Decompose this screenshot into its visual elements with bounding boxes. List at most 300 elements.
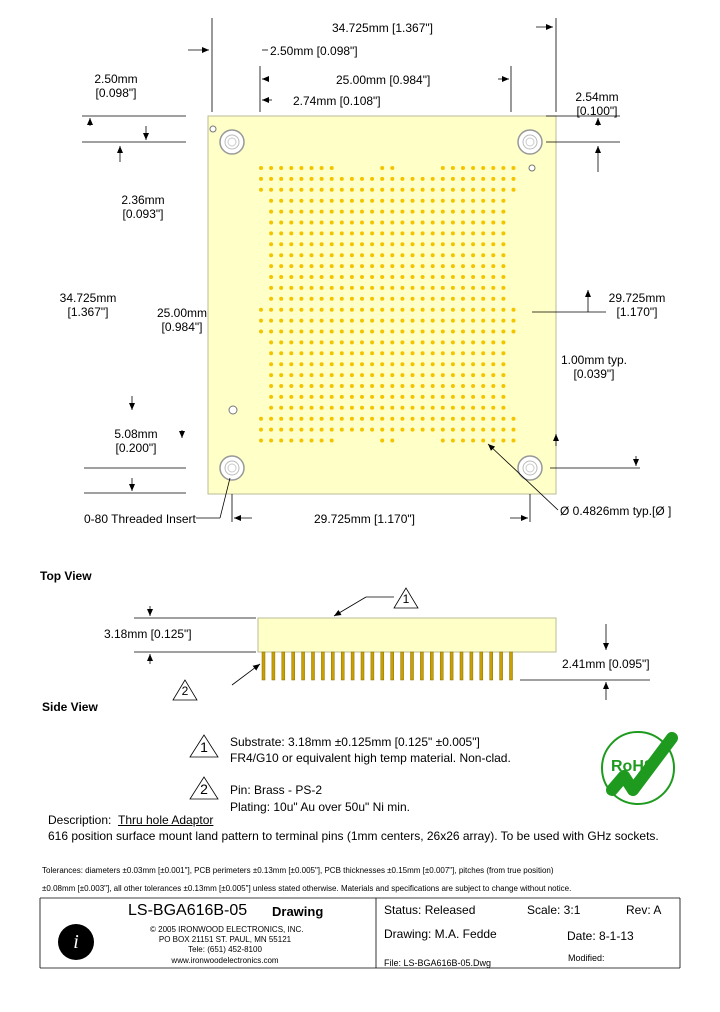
pad (501, 351, 505, 355)
pad (451, 395, 455, 399)
pad (289, 166, 293, 170)
pad (310, 286, 314, 290)
dim-hole-offset-left-in: [0.098"] (95, 86, 137, 100)
pad (501, 177, 505, 181)
pad (491, 188, 495, 192)
pad (330, 188, 334, 192)
pad (330, 319, 334, 323)
pad (512, 319, 516, 323)
pad (289, 319, 293, 323)
pad (481, 308, 485, 312)
pad (421, 210, 425, 214)
pad (360, 242, 364, 246)
pad (289, 177, 293, 181)
pad (269, 166, 273, 170)
pad (279, 330, 283, 334)
pad (441, 428, 445, 432)
dim-substrate-thickness: 3.18mm [0.125"] (104, 627, 192, 641)
pad (299, 439, 303, 443)
pad (481, 362, 485, 366)
pad (431, 264, 435, 268)
revision: Rev: A (626, 903, 662, 917)
pad (461, 264, 465, 268)
pad (421, 319, 425, 323)
pad (269, 286, 273, 290)
pin (341, 652, 344, 680)
pad (461, 286, 465, 290)
pad (400, 264, 404, 268)
pad (269, 428, 273, 432)
pad (269, 308, 273, 312)
pad (481, 210, 485, 214)
pad (471, 286, 475, 290)
pad (411, 428, 415, 432)
pin (321, 652, 324, 680)
pad (481, 417, 485, 421)
pad (411, 308, 415, 312)
pad (481, 395, 485, 399)
pad (380, 417, 384, 421)
pad (279, 417, 283, 421)
pad (491, 199, 495, 203)
insert-label: 0-80 Threaded Insert (84, 512, 196, 526)
pad (269, 395, 273, 399)
pad (441, 417, 445, 421)
dim-pitch-in: [0.039"] (573, 367, 615, 381)
pad (299, 428, 303, 432)
callout-number-2: 2 (200, 781, 208, 797)
pad (400, 417, 404, 421)
pad (299, 275, 303, 279)
pad (441, 308, 445, 312)
pad (411, 373, 415, 377)
rohs-label: RoHS (611, 758, 655, 775)
pad (451, 362, 455, 366)
pad (491, 166, 495, 170)
pad (289, 340, 293, 344)
pad (421, 362, 425, 366)
pad (411, 264, 415, 268)
pad (461, 330, 465, 334)
pad (481, 199, 485, 203)
pad (390, 286, 394, 290)
pad (501, 221, 505, 225)
pad (310, 253, 314, 257)
pad (330, 264, 334, 268)
pad (451, 188, 455, 192)
pad (299, 384, 303, 388)
pad (289, 188, 293, 192)
pad (491, 253, 495, 257)
pad (441, 395, 445, 399)
pad (451, 177, 455, 181)
pad (289, 253, 293, 257)
pad (471, 221, 475, 225)
pad (340, 210, 344, 214)
pad (320, 330, 324, 334)
pad (350, 199, 354, 203)
pin (460, 652, 463, 680)
pad (370, 384, 374, 388)
pad (390, 264, 394, 268)
pad (340, 362, 344, 366)
pad (370, 253, 374, 257)
pad (360, 340, 364, 344)
pad (491, 362, 495, 366)
pad (431, 231, 435, 235)
pad (299, 286, 303, 290)
pad (501, 308, 505, 312)
pad (400, 428, 404, 432)
pad (461, 395, 465, 399)
pad (431, 221, 435, 225)
pad (390, 330, 394, 334)
pad (330, 166, 334, 170)
pad (360, 330, 364, 334)
pad (441, 253, 445, 257)
pad (299, 231, 303, 235)
scale: Scale: 3:1 (527, 903, 581, 917)
pad (411, 275, 415, 279)
pad (310, 264, 314, 268)
pad (471, 297, 475, 301)
pad (380, 221, 384, 225)
pad (299, 242, 303, 246)
pad (471, 177, 475, 181)
dim-overall-height-in: [1.367"] (67, 305, 109, 319)
pad (431, 286, 435, 290)
pin (430, 652, 433, 680)
pad (269, 188, 273, 192)
pad (340, 188, 344, 192)
pad (431, 199, 435, 203)
pad (461, 439, 465, 443)
dim-overall-height-mm: 34.725mm (59, 291, 117, 305)
pad (471, 428, 475, 432)
pad (471, 253, 475, 257)
pad (289, 417, 293, 421)
pad (411, 242, 415, 246)
pad (340, 253, 344, 257)
pad (310, 362, 314, 366)
pad (451, 330, 455, 334)
pad (350, 384, 354, 388)
pad (390, 210, 394, 214)
pad (279, 286, 283, 290)
pad (431, 395, 435, 399)
pad (481, 242, 485, 246)
pad (310, 384, 314, 388)
pad (269, 275, 273, 279)
dim-pattern-offset: 2.74mm [0.108"] (293, 94, 381, 108)
pad (441, 330, 445, 334)
pad (481, 177, 485, 181)
pad (390, 177, 394, 181)
pad (279, 264, 283, 268)
pad (330, 253, 334, 257)
pad (491, 177, 495, 181)
pad (491, 340, 495, 344)
pad (330, 384, 334, 388)
pad (350, 177, 354, 181)
pad (330, 428, 334, 432)
pad (461, 340, 465, 344)
pad (269, 340, 273, 344)
pad (299, 373, 303, 377)
pad (340, 231, 344, 235)
pad (350, 319, 354, 323)
pad (310, 308, 314, 312)
pad (320, 340, 324, 344)
pad (411, 188, 415, 192)
pad (289, 428, 293, 432)
pad (471, 340, 475, 344)
pad (451, 275, 455, 279)
pad (370, 308, 374, 312)
pad (481, 286, 485, 290)
pad (512, 166, 516, 170)
pad (320, 286, 324, 290)
pad (279, 177, 283, 181)
pad (421, 384, 425, 388)
pin (391, 652, 394, 680)
pad (441, 351, 445, 355)
pad (370, 428, 374, 432)
pad (370, 264, 374, 268)
pad (451, 231, 455, 235)
pad (400, 199, 404, 203)
dim-bottom-offset-in: [0.200"] (115, 441, 157, 455)
pad (390, 297, 394, 301)
pad (320, 351, 324, 355)
pad (320, 384, 324, 388)
pad (310, 231, 314, 235)
pad (289, 308, 293, 312)
pad (400, 253, 404, 257)
pad (481, 275, 485, 279)
pad (380, 308, 384, 312)
dim-row-offset-mm: 2.36mm (121, 193, 165, 207)
pad (340, 177, 344, 181)
pad (431, 297, 435, 301)
alignment-hole (210, 126, 216, 132)
pad (431, 253, 435, 257)
pin (480, 652, 483, 680)
pin (490, 652, 493, 680)
pad (411, 395, 415, 399)
company-line-1: © 2005 IRONWOOD ELECTRONICS, INC. (150, 925, 304, 934)
pad (279, 362, 283, 366)
pad (310, 319, 314, 323)
pad (471, 231, 475, 235)
pad (461, 384, 465, 388)
board-top-view (208, 116, 556, 494)
pad (259, 177, 263, 181)
pad (400, 308, 404, 312)
pad (471, 264, 475, 268)
pin (500, 652, 503, 680)
pad (501, 210, 505, 214)
pad (350, 275, 354, 279)
pad (501, 362, 505, 366)
pad (340, 221, 344, 225)
pad (501, 286, 505, 290)
pad (421, 275, 425, 279)
pad (501, 428, 505, 432)
logo-letter: i (73, 931, 79, 953)
pad (390, 242, 394, 246)
status: Status: Released (384, 903, 476, 917)
pad (501, 439, 505, 443)
pad (400, 286, 404, 290)
pin (420, 652, 423, 680)
pad (471, 417, 475, 421)
pin (381, 652, 384, 680)
pad (360, 286, 364, 290)
pad (491, 264, 495, 268)
pad (421, 308, 425, 312)
pad (279, 253, 283, 257)
pad (289, 210, 293, 214)
pad (400, 319, 404, 323)
pad (471, 275, 475, 279)
pad (350, 351, 354, 355)
pad (310, 188, 314, 192)
pad (491, 373, 495, 377)
pad (360, 297, 364, 301)
pad (461, 275, 465, 279)
pad (279, 308, 283, 312)
pad (360, 395, 364, 399)
pin (510, 652, 513, 680)
pad (501, 253, 505, 257)
pad (299, 351, 303, 355)
pad (259, 417, 263, 421)
pin (440, 652, 443, 680)
pad (501, 330, 505, 334)
pad (310, 439, 314, 443)
pad (310, 210, 314, 214)
pad (320, 264, 324, 268)
pad (451, 384, 455, 388)
pad (370, 188, 374, 192)
pad (360, 253, 364, 257)
pad (390, 199, 394, 203)
pad (279, 221, 283, 225)
pad (370, 417, 374, 421)
pad (411, 199, 415, 203)
pad (380, 340, 384, 344)
pad (491, 395, 495, 399)
pad (501, 340, 505, 344)
dim-pattern-height-mm: 25.00mm (156, 306, 208, 320)
pad (320, 362, 324, 366)
dim-pin-length: 2.41mm [0.095"] (562, 657, 650, 671)
pad (340, 428, 344, 432)
pad (491, 417, 495, 421)
pad (390, 417, 394, 421)
pad (421, 264, 425, 268)
pad (370, 275, 374, 279)
pad (350, 373, 354, 377)
pad (350, 340, 354, 344)
file-name: File: LS-BGA616B-05.Dwg (384, 958, 492, 968)
pad (461, 417, 465, 421)
pad (431, 373, 435, 377)
pad (411, 330, 415, 334)
pad (350, 221, 354, 225)
pad (299, 264, 303, 268)
pad (350, 210, 354, 214)
pad (330, 439, 334, 443)
company-line-4: www.ironwoodelectronics.com (171, 956, 279, 965)
pad (340, 340, 344, 344)
pad (310, 297, 314, 301)
pad (289, 221, 293, 225)
pad (390, 384, 394, 388)
pad (481, 188, 485, 192)
dim-pattern-width: 25.00mm [0.984"] (336, 73, 431, 87)
pad (451, 308, 455, 312)
pad (259, 330, 263, 334)
pad (501, 199, 505, 203)
pad (299, 340, 303, 344)
pad (279, 428, 283, 432)
pad (360, 177, 364, 181)
pad (421, 417, 425, 421)
pad (390, 188, 394, 192)
pad (340, 242, 344, 246)
pad (310, 351, 314, 355)
pad (320, 395, 324, 399)
pin (262, 652, 265, 680)
pad (431, 188, 435, 192)
pad (451, 221, 455, 225)
pad (451, 166, 455, 170)
pad (441, 264, 445, 268)
pad (279, 275, 283, 279)
pad (279, 384, 283, 388)
pad (400, 210, 404, 214)
pad (269, 384, 273, 388)
pad (471, 242, 475, 246)
pad (279, 395, 283, 399)
dim-pad-diameter: Ø 0.4826mm typ.[Ø ] (560, 504, 672, 518)
pad (481, 231, 485, 235)
pad (481, 330, 485, 334)
pad (380, 406, 384, 410)
pad (400, 177, 404, 181)
pad (320, 188, 324, 192)
pad (320, 275, 324, 279)
note-1-line-2: FR4/G10 or equivalent high temp material. Non-clad. (230, 751, 511, 765)
note-2-line-2: Plating: 10u" Au over 50u" Ni min. (230, 800, 410, 814)
pad (380, 362, 384, 366)
pad (360, 406, 364, 410)
pad (289, 395, 293, 399)
pad (451, 199, 455, 203)
pad (310, 166, 314, 170)
callout-number-2: 2 (181, 684, 189, 698)
dim-hole-offset-right-mm: 2.54mm (575, 90, 619, 104)
pad (461, 362, 465, 366)
pad (380, 297, 384, 301)
pad (491, 406, 495, 410)
pad (491, 286, 495, 290)
pad (320, 439, 324, 443)
pad (299, 395, 303, 399)
pad (279, 166, 283, 170)
